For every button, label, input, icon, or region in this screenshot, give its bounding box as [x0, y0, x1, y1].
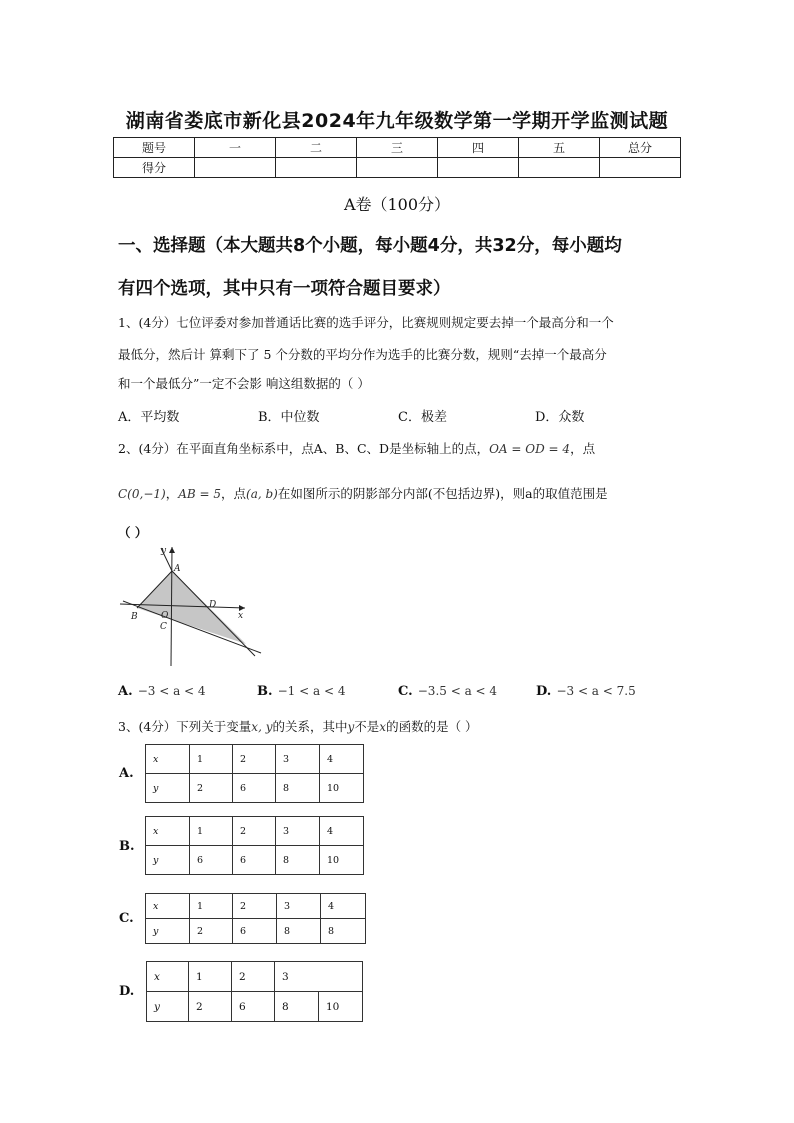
q2-line1 [118, 434, 684, 464]
q3-option-d-table [146, 961, 363, 1022]
table-cell: 2 [232, 962, 275, 992]
table-cell: x [147, 962, 189, 992]
option-label: B. [257, 684, 273, 699]
q2-math-ab: AB = 5 [178, 487, 222, 501]
score-cell[interactable] [195, 158, 276, 178]
label-b: B [131, 612, 138, 622]
score-header-cell: 总分 [600, 138, 681, 158]
score-cell[interactable] [357, 158, 438, 178]
table-cell: 6 [233, 774, 276, 803]
q2-math-point-c: C(0,−1) [118, 487, 166, 501]
table-cell: y [146, 846, 190, 875]
q3-text: 不是 [354, 719, 380, 734]
score-row-label: 得分 [114, 158, 195, 178]
score-header-cell: 二 [276, 138, 357, 158]
table-cell: 3 [275, 962, 363, 992]
q3-line1 [118, 712, 684, 742]
option-math: −3 < a < 7.5 [556, 684, 636, 698]
q2-option-d[interactable] [536, 680, 636, 699]
q3-text: 3、(4分）下列关于变量 [118, 719, 252, 734]
table-cell: 6 [233, 919, 277, 944]
q3-text: 的函数的是（ ） [386, 719, 478, 734]
page-title: 湖南省娄底市新化县2024年九年级数学第一学期开学监测试题 [125, 110, 669, 132]
score-cell[interactable] [276, 158, 357, 178]
table-cell: x [146, 894, 190, 919]
option-label: A. [118, 684, 133, 699]
q2-text: 2、(4分）在平面直角坐标系中，点A、B、C、D是坐标轴上的点， [118, 441, 490, 456]
y-axis-arrow [169, 547, 175, 553]
q3-math-y: y [347, 720, 355, 734]
table-cell: 4 [320, 745, 364, 774]
label-d: D [209, 600, 217, 610]
score-header-cell: 三 [357, 138, 438, 158]
q2-figure [115, 540, 270, 670]
q3-text: 的关系，其中 [272, 719, 348, 734]
table-cell: y [146, 774, 190, 803]
q1-line3: 和一个最低分”一定不会影 响这组数据的（ ） [118, 376, 370, 391]
table-cell: 8 [276, 774, 320, 803]
q1-option-d[interactable]: D．众数 [535, 410, 585, 425]
score-cell[interactable] [438, 158, 519, 178]
score-header-cell: 五 [519, 138, 600, 158]
score-cell[interactable] [600, 158, 681, 178]
q2-option-c[interactable] [398, 680, 497, 699]
table-cell: 1 [190, 817, 233, 846]
score-cell[interactable] [519, 158, 600, 178]
q3-option-a-table [145, 744, 364, 803]
table-cell: 10 [319, 992, 363, 1022]
table-cell: 6 [232, 992, 275, 1022]
q2-text: ，点 [221, 486, 247, 501]
table-cell: 6 [190, 846, 233, 875]
table-cell: 3 [277, 894, 321, 919]
score-table-header-row [114, 138, 681, 158]
y-axis [171, 547, 172, 666]
q3-option-a-label[interactable]: A. [119, 766, 134, 781]
option-label: C. [398, 684, 413, 699]
q3-option-b-label[interactable]: B. [119, 839, 135, 854]
label-a: A [174, 564, 181, 574]
q1-option-c[interactable]: C．极差 [398, 410, 447, 425]
table-cell: 8 [275, 992, 319, 1022]
q2-text: ， [165, 486, 179, 501]
table-cell: 2 [233, 817, 276, 846]
score-header-cell: 一 [195, 138, 276, 158]
option-label: D. [536, 684, 552, 699]
label-x: x [238, 611, 244, 621]
q2-math-oa-od: OA = OD = 4 [489, 442, 571, 456]
score-header-cell: 四 [438, 138, 519, 158]
table-cell: 2 [233, 745, 276, 774]
table-cell: 4 [320, 817, 364, 846]
section-heading-line1: 一、选择题（本大题共8个小题，每小题4分，共32分，每小题均 [118, 236, 622, 256]
q2-option-b[interactable] [257, 680, 345, 699]
q3-option-d-label[interactable]: D. [119, 984, 135, 999]
table-cell: 8 [321, 919, 366, 944]
q1-line1: 1、(4分）七位评委对参加普通话比赛的选手评分，比赛规则规定要去掉一个最高分和一个 [118, 315, 614, 330]
table-cell: 2 [233, 894, 277, 919]
table-cell: 1 [190, 894, 233, 919]
score-table-score-row [114, 158, 681, 178]
q1-line2: 最低分，然后计 算剩下了 5 个分数的平均分作为选手的比赛分数，规则“去掉一个最高分 [118, 347, 607, 362]
option-math: −3 < a < 4 [137, 684, 206, 698]
q3-math-xy: x, y [251, 720, 273, 734]
q2-text: ，点 [570, 441, 596, 456]
table-cell: 2 [189, 992, 232, 1022]
q1-option-b[interactable]: B．中位数 [258, 410, 320, 425]
table-cell: 3 [276, 745, 320, 774]
table-cell: 6 [233, 846, 276, 875]
score-header-cell: 题号 [114, 138, 195, 158]
q3-math-x: x [379, 720, 387, 734]
q2-line3: （ ） [118, 525, 148, 540]
label-y: y [161, 546, 167, 556]
q2-math-point-ab: (a, b) [246, 487, 278, 501]
q3-option-b-table [145, 816, 364, 875]
label-c: C [160, 622, 167, 632]
table-cell: 2 [190, 919, 233, 944]
table-cell: 1 [190, 745, 233, 774]
section-a-heading: A卷（100分） [343, 195, 451, 214]
table-cell: y [147, 992, 189, 1022]
table-cell: x [146, 745, 190, 774]
q2-line2 [118, 479, 678, 509]
table-cell: 2 [190, 774, 233, 803]
table-cell: 1 [189, 962, 232, 992]
option-math: −1 < a < 4 [277, 684, 346, 698]
label-o: O [161, 611, 169, 621]
table-cell: 4 [321, 894, 366, 919]
section-heading-line2: 有四个选项，其中只有一项符合题目要求） [118, 279, 451, 299]
table-cell: 8 [277, 919, 321, 944]
q1-option-a[interactable]: A．平均数 [118, 410, 180, 425]
table-cell: 10 [320, 846, 364, 875]
q3-option-c-table [145, 893, 366, 944]
table-cell: y [146, 919, 190, 944]
option-math: −3.5 < a < 4 [417, 684, 498, 698]
table-cell: x [146, 817, 190, 846]
table-cell: 10 [320, 774, 364, 803]
q2-option-a[interactable] [118, 680, 206, 699]
q3-option-c-label[interactable]: C. [119, 911, 134, 926]
score-table [113, 137, 681, 178]
table-cell: 3 [276, 817, 320, 846]
q2-text: 在如图所示的阴影部分内部(不包括边界)，则a的取值范围是 [277, 486, 608, 501]
table-cell: 8 [276, 846, 320, 875]
